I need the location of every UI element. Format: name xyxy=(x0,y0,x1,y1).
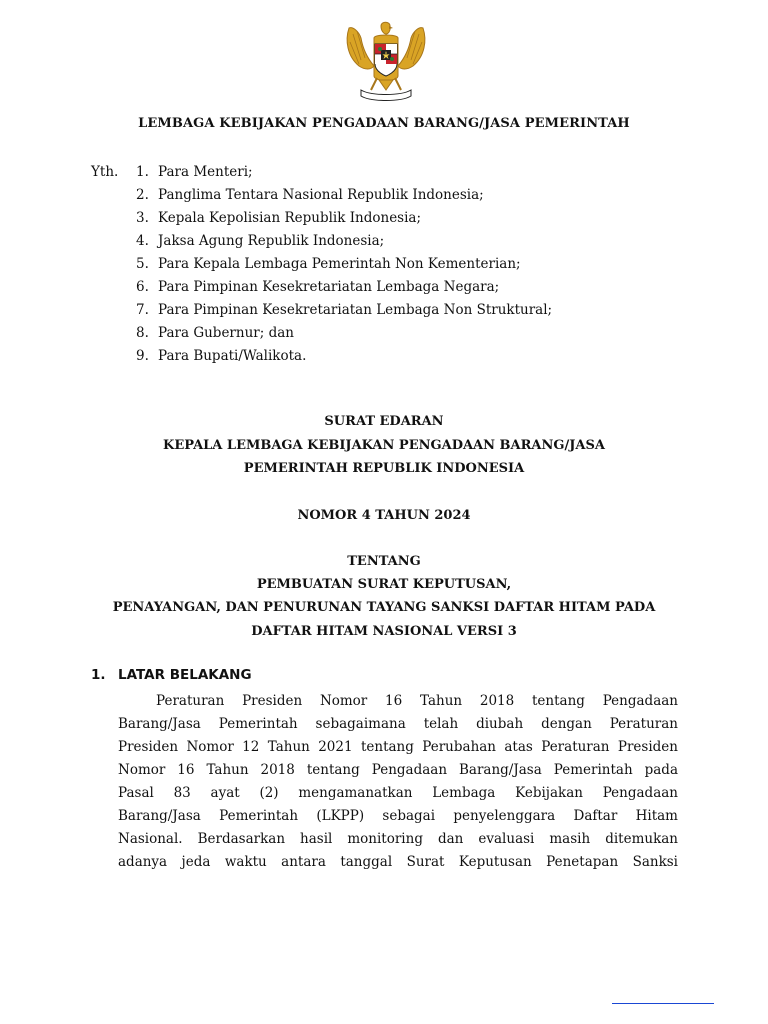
recipient-list xyxy=(136,161,552,368)
list-item-text: Para Menteri; xyxy=(158,164,253,180)
addressee-label: Yth. xyxy=(91,164,119,180)
about-label: TENTANG xyxy=(347,554,421,569)
list-item-text: Para Pimpinan Kesekretariatan Lembaga Non Struktural; xyxy=(158,302,553,318)
list-item xyxy=(136,253,552,276)
subject-line: PEMBUATAN SURAT KEPUTUSAN, xyxy=(256,577,512,592)
list-item-number: 7. xyxy=(136,302,149,318)
list-item-text: Kepala Kepolisian Republik Indonesia; xyxy=(158,210,422,226)
list-item-number: 2. xyxy=(136,187,149,203)
paragraph-line: Pasal 83 ayat (2) mengamanatkan Lembaga Kebijakan Pengadaan xyxy=(118,785,678,801)
issuer-line: KEPALA LEMBAGA KEBIJAKAN PENGADAAN BARANG/JASA xyxy=(163,438,605,453)
list-item-number: 8. xyxy=(136,325,149,341)
list-item-number: 6. xyxy=(136,279,149,295)
list-item xyxy=(136,276,552,299)
paragraph-line: Nomor 16 Tahun 2018 tentang Pengadaan Barang/Jasa Pemerintah pada xyxy=(118,762,678,778)
list-item xyxy=(136,161,552,184)
list-item-number: 1. xyxy=(136,164,149,180)
footer-link-underline[interactable] xyxy=(612,1003,714,1004)
garuda-pancasila-emblem-icon xyxy=(341,20,431,102)
section-number: 1. xyxy=(91,667,106,683)
subject-line: DAFTAR HITAM NASIONAL VERSI 3 xyxy=(251,624,517,639)
list-item-text: Para Bupati/Walikota. xyxy=(158,348,307,364)
subject-line: PENAYANGAN, DAN PENURUNAN TAYANG SANKSI DAFTAR HITAM PADA xyxy=(112,600,656,615)
list-item-number: 4. xyxy=(136,233,149,249)
list-item-text: Para Pimpinan Kesekretariatan Lembaga Negara; xyxy=(158,279,500,295)
section-title: LATAR BELAKANG xyxy=(118,667,252,683)
list-item xyxy=(136,230,552,253)
list-item xyxy=(136,299,552,322)
list-item-text: Jaksa Agung Republik Indonesia; xyxy=(158,233,385,249)
paragraph-line: adanya jeda waktu antara tanggal Surat Keputusan Penetapan Sanksi xyxy=(118,854,678,870)
body-paragraph xyxy=(118,690,678,874)
paragraph-line: Peraturan Presiden Nomor 16 Tahun 2018 tentang Pengadaan xyxy=(156,693,678,709)
list-item-number: 9. xyxy=(136,348,149,364)
list-item xyxy=(136,322,552,345)
paragraph-line: Presiden Nomor 12 Tahun 2021 tentang Perubahan atas Peraturan Presiden xyxy=(118,739,678,755)
list-item-text: Para Kepala Lembaga Pemerintah Non Kementerian; xyxy=(158,256,521,272)
agency-title: LEMBAGA KEBIJAKAN PENGADAAN BARANG/JASA PEMERINTAH xyxy=(138,116,630,131)
document-number: NOMOR 4 TAHUN 2024 xyxy=(297,508,471,523)
list-item-text: Panglima Tentara Nasional Republik Indonesia; xyxy=(158,187,484,203)
list-item xyxy=(136,207,552,230)
section-heading xyxy=(91,667,252,683)
list-item xyxy=(136,345,552,368)
list-item-number: 5. xyxy=(136,256,149,272)
paragraph-line: Barang/Jasa Pemerintah sebagaimana telah diubah dengan Peraturan xyxy=(118,716,678,732)
list-item xyxy=(136,184,552,207)
paragraph-line: Barang/Jasa Pemerintah (LKPP) sebagai penyelenggara Daftar Hitam xyxy=(118,808,678,824)
list-item-text: Para Gubernur; dan xyxy=(158,325,294,341)
issuer-line: PEMERINTAH REPUBLIK INDONESIA xyxy=(243,461,525,476)
circular-title: SURAT EDARAN xyxy=(324,414,444,429)
paragraph-line: Nasional. Berdasarkan hasil monitoring dan evaluasi masih ditemukan xyxy=(118,831,678,847)
list-item-number: 3. xyxy=(136,210,149,226)
